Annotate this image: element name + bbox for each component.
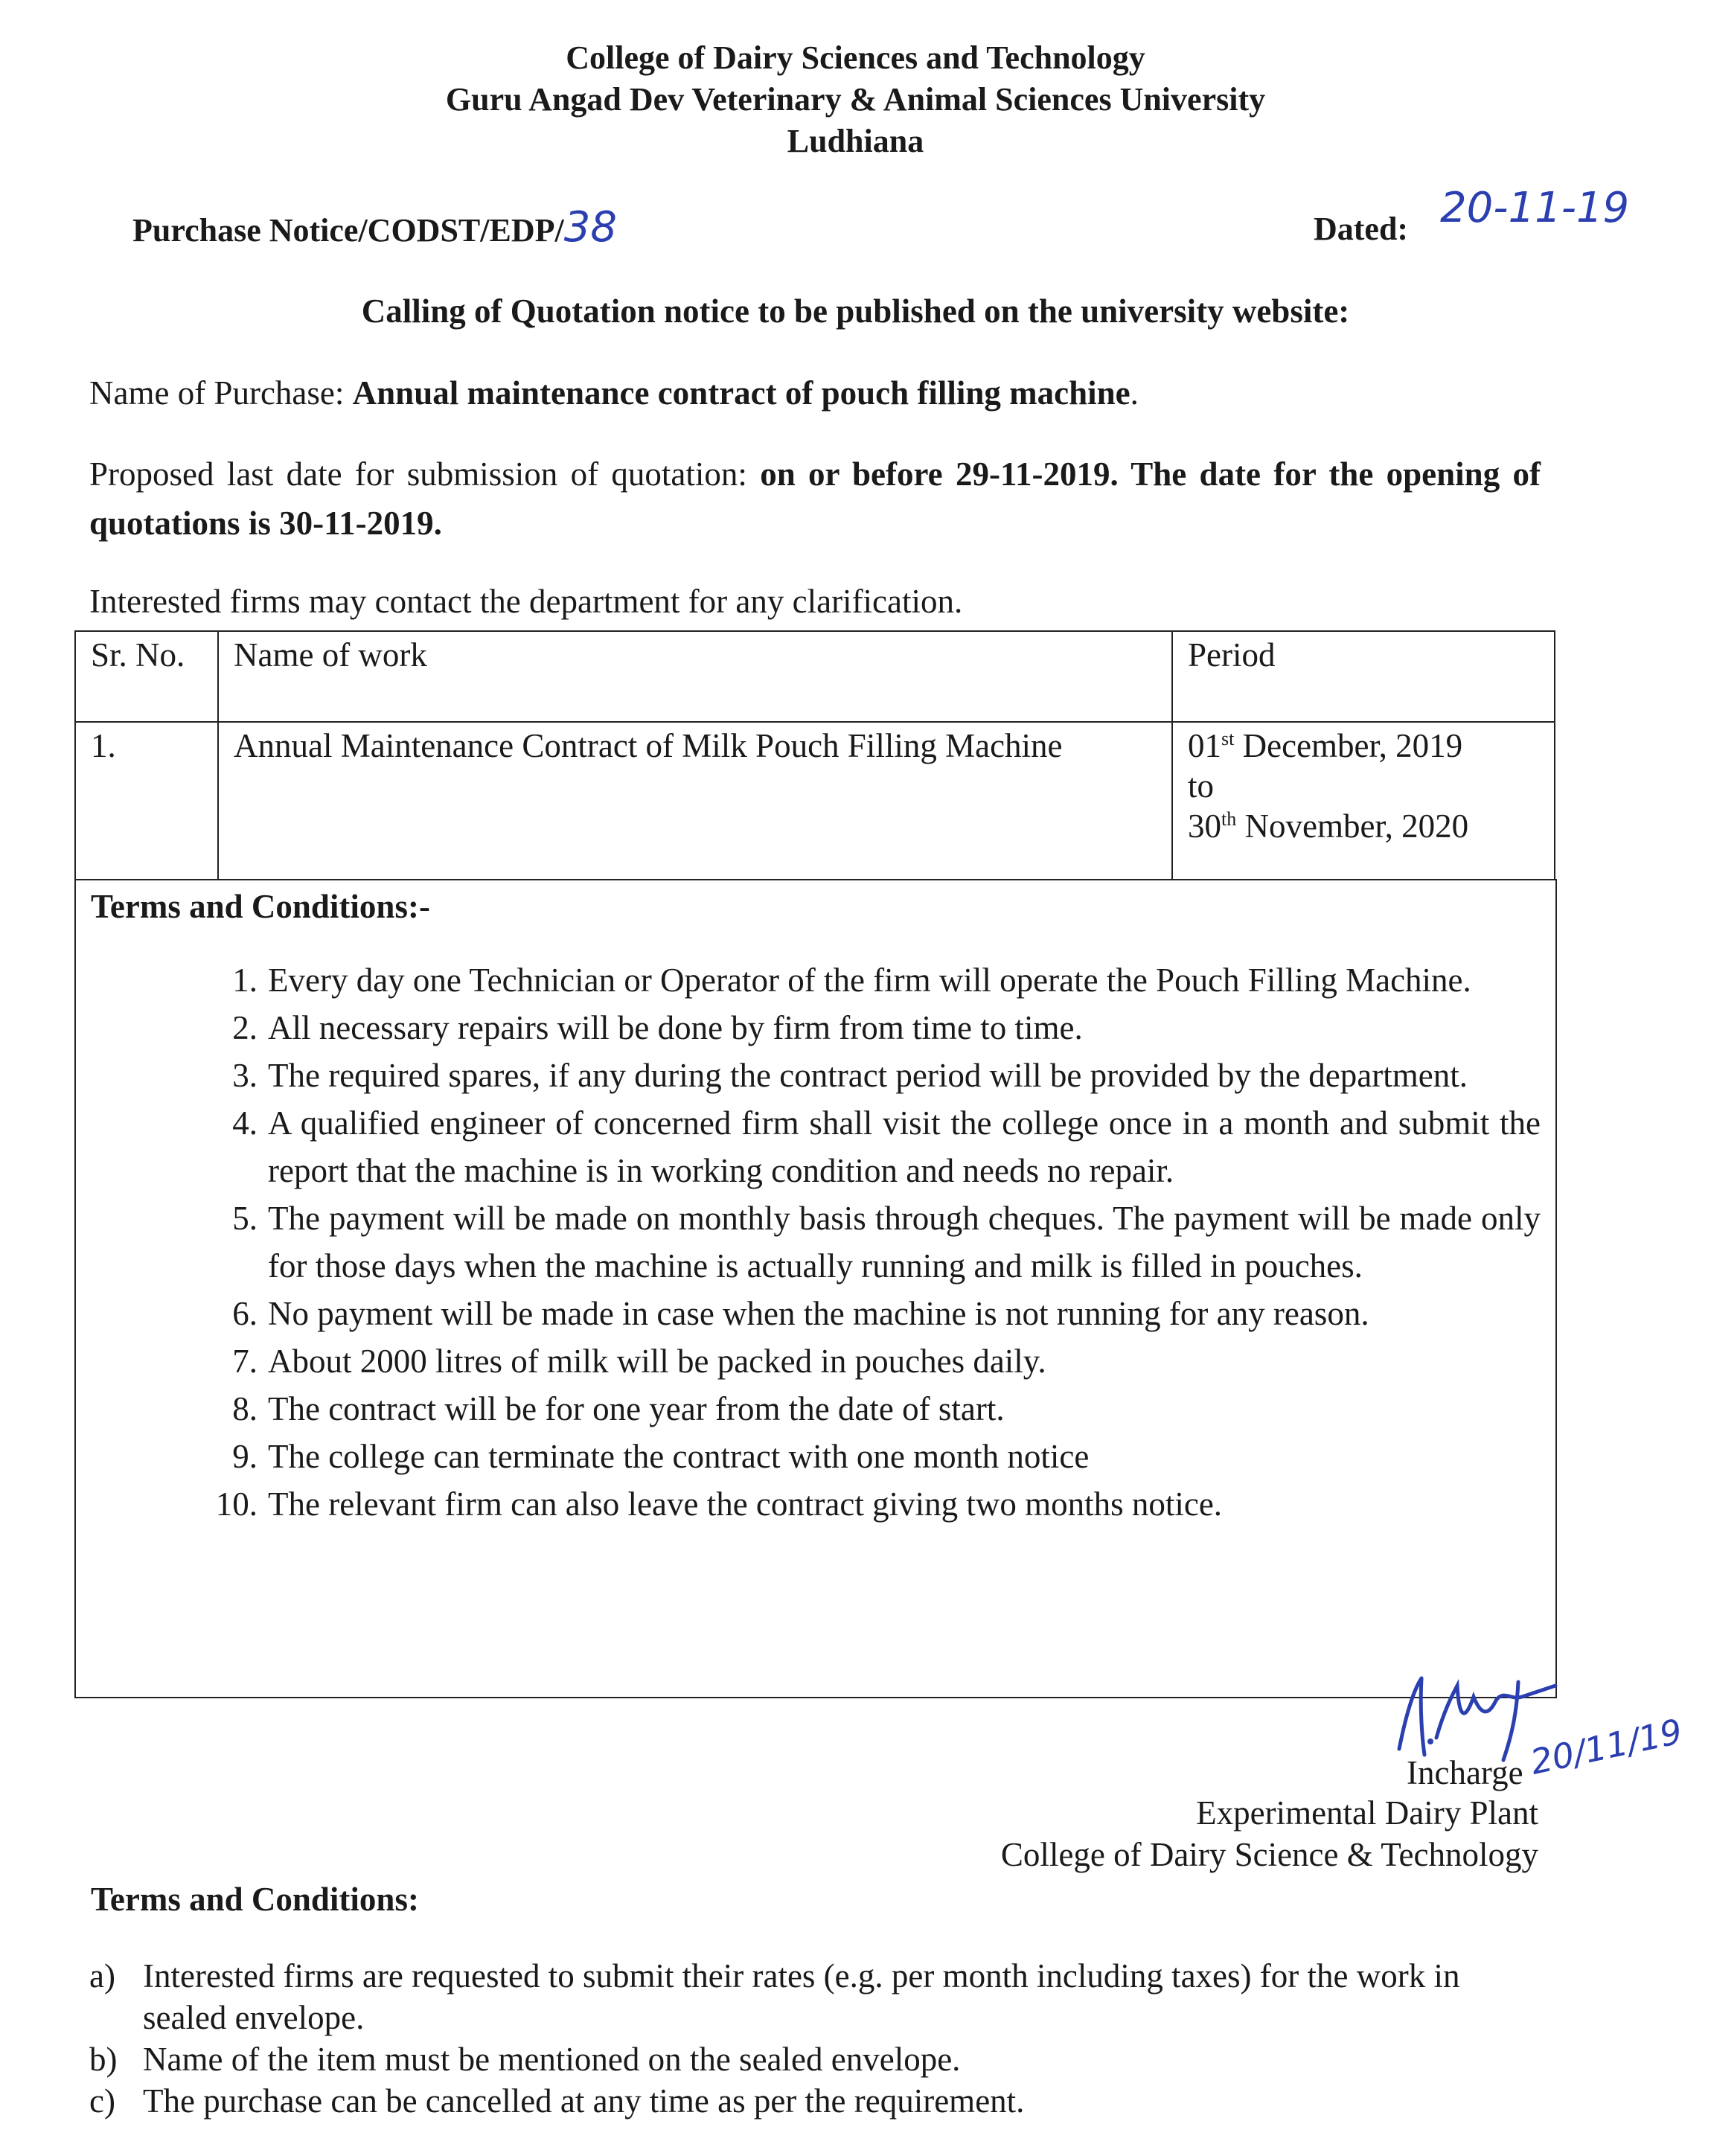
list-item: 6. No payment will be made in case when the machine is not running for any reason. xyxy=(232,1295,1369,1332)
period-start: 01st December, 2019 xyxy=(1188,727,1463,764)
purchase-value: Annual maintenance contract of pouch filling machine xyxy=(352,374,1130,412)
list-item: 5. The payment will be made on monthly basis through cheques. The payment will be made only for those days when the machine is actually running and milk is filled in pouches. xyxy=(232,1200,1541,1285)
purchase-label: Name of Purchase: xyxy=(89,374,353,412)
list-item: 4. A qualified engineer of concerned firm shall visit the college once in a month and submit the report that the machine is in working condition and needs no repair. xyxy=(232,1104,1541,1189)
list-item: b) Name of the item must be mentioned on the sealed envelope. xyxy=(89,2041,961,2078)
notice-heading: Calling of Quotation notice to be published on the university website: xyxy=(361,292,1350,330)
period-end: 30th November, 2020 xyxy=(1188,807,1469,845)
dated-value: 20-11-19 xyxy=(1440,184,1630,232)
purchase-period: . xyxy=(1130,374,1139,412)
list-item: 1. Every day one Technician or Operator of the firm will operate the Pouch Filling Machine. xyxy=(232,962,1471,999)
purchase-name xyxy=(89,369,1578,417)
signature-date: 20/11/19 xyxy=(1526,1711,1686,1782)
signatory-college: College of Dairy Science & Technology xyxy=(1000,1836,1538,1873)
list-item: 7. About 2000 litres of milk will be packed in pouches daily. xyxy=(232,1343,1046,1380)
notice-ref-label: Purchase Notice/CODST/EDP/ xyxy=(132,212,564,249)
list-item: a) Interested firms are requested to submit their rates (e.g. per month including taxes) for the work in sealed envelope. xyxy=(89,1957,1460,2036)
footer-terms-list xyxy=(89,1955,1503,2122)
contact-note: Interested firms may contact the department for any clarification. xyxy=(89,583,963,620)
cell-name-of-work: Annual Maintenance Contract of Milk Pouch Filling Machine xyxy=(218,722,1172,880)
signatory-title: Incharge xyxy=(1407,1754,1523,1791)
signatory-unit: Experimental Dairy Plant xyxy=(1196,1794,1538,1832)
list-item: 3. The required spares, if any during the contract period will be provided by the department. xyxy=(232,1057,1468,1094)
table-row xyxy=(75,722,1555,880)
terms-heading: Terms and Conditions:- xyxy=(91,888,430,925)
table-header-row xyxy=(75,631,1555,722)
notice-ref-number: 38 xyxy=(563,203,617,252)
deadline-value: on or before 29-11-2019. The date for the opening of quotations is 30-11-2019. xyxy=(89,455,1541,542)
list-item: 2. All necessary repairs will be done by firm from time to time. xyxy=(232,1009,1083,1046)
footer-terms-heading: Terms and Conditions: xyxy=(91,1881,419,1918)
college-name: College of Dairy Sciences and Technology xyxy=(566,39,1145,76)
header-period: Period xyxy=(1172,631,1555,722)
list-item: 10. The relevant firm can also leave the contract giving two months notice. xyxy=(215,1485,1223,1523)
work-table xyxy=(74,630,1555,880)
submission-deadline xyxy=(89,450,1541,548)
header-name-of-work: Name of work xyxy=(218,631,1172,722)
city-name: Ludhiana xyxy=(787,123,924,159)
cell-sr-no: 1. xyxy=(75,722,218,880)
list-item: 9. The college can terminate the contract with one month notice xyxy=(232,1438,1090,1475)
list-item: 8. The contract will be for one year from the date of start. xyxy=(232,1390,1005,1427)
dated-label: Dated: xyxy=(1314,211,1409,247)
conditions-list xyxy=(186,956,1541,1528)
university-name: Guru Angad Dev Veterinary & Animal Sciences University xyxy=(445,81,1266,118)
cell-period xyxy=(1172,722,1555,880)
header-sr-no: Sr. No. xyxy=(75,631,218,722)
list-item: c) The purchase can be cancelled at any time as per the requirement. xyxy=(89,2082,1025,2120)
notice-reference xyxy=(132,203,617,252)
deadline-label: Proposed last date for submission of quotation: xyxy=(89,455,761,493)
period-to: to xyxy=(1188,767,1215,804)
